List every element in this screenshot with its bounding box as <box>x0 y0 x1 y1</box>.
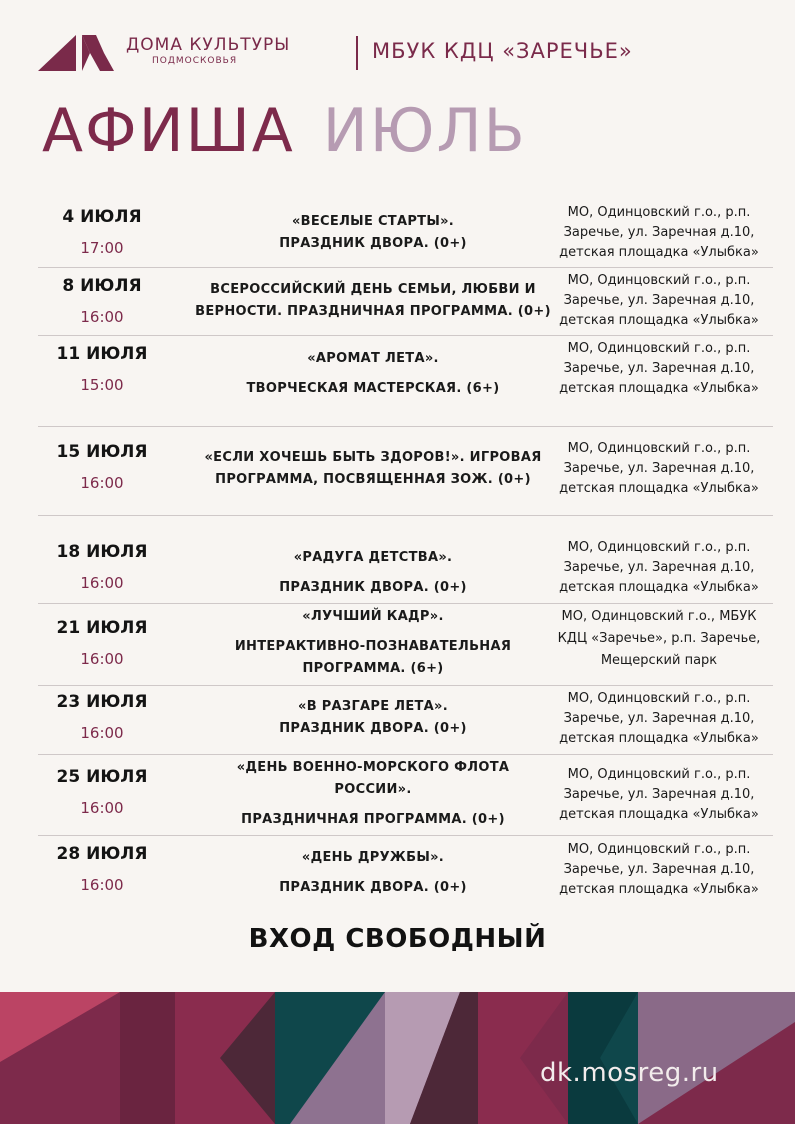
event-title: РОССИИ». <box>334 782 412 797</box>
page-title <box>42 96 527 166</box>
event-date: 11 ИЮЛЯ <box>56 344 148 364</box>
event-subtitle: ПРАЗДНИЧНАЯ ПРОГРАММА. (0+) <box>241 812 505 827</box>
event-row <box>38 836 773 906</box>
free-entry-note: ВХОД СВОБОДНЫЙ <box>248 924 547 954</box>
event-subtitle: ВЕРНОСТИ. ПРАЗДНИЧНАЯ ПРОГРАММА. (0+) <box>195 304 551 319</box>
event-date: 8 ИЮЛЯ <box>62 276 142 296</box>
event-place-line: детская площадка «Улыбка» <box>559 313 759 328</box>
event-row <box>38 427 773 516</box>
event-place-line: детская площадка «Улыбка» <box>559 731 759 746</box>
event-place-line: КДЦ «Заречье», р.п. Заречье, <box>557 631 761 646</box>
event-subtitle: ПРАЗДНИК ДВОРА. (0+) <box>279 580 467 595</box>
event-place-line: детская площадка «Улыбка» <box>559 807 759 822</box>
logo-icon <box>38 35 114 71</box>
event-time: 17:00 <box>80 239 124 257</box>
brand-name: ДОМА КУЛЬТУРЫ <box>126 35 291 55</box>
event-place-line: Мещерский парк <box>600 653 718 668</box>
event-subtitle: ПРАЗДНИК ДВОРА. (0+) <box>279 236 467 251</box>
event-title: «В РАЗГАРЕ ЛЕТА». <box>298 699 448 714</box>
event-subtitle: ТВОРЧЕСКАЯ МАСТЕРСКАЯ. (6+) <box>246 381 500 396</box>
event-row <box>38 755 773 836</box>
event-subtitle: ПРАЗДНИК ДВОРА. (0+) <box>279 721 467 736</box>
organization-name: МБУК КДЦ «ЗАРЕЧЬЕ» <box>372 39 633 63</box>
event-place-line: МО, Одинцовский г.о., МБУК <box>561 609 757 624</box>
event-time: 16:00 <box>80 799 124 817</box>
event-title: «ДЕНЬ ВОЕННО-МОРСКОГО ФЛОТА <box>236 760 510 775</box>
event-time: 16:00 <box>80 308 124 326</box>
brand <box>126 35 290 67</box>
event-place-line: детская площадка «Улыбка» <box>559 381 759 396</box>
event-place-line: детская площадка «Улыбка» <box>559 245 759 260</box>
events-list <box>38 200 773 906</box>
event-title: «ЛУЧШИЙ КАДР». <box>302 609 444 624</box>
event-place-line: МО, Одинцовский г.о., р.п. <box>567 767 751 782</box>
event-place-line: детская площадка «Улыбка» <box>559 481 759 496</box>
event-subtitle: ИНТЕРАКТИВНО-ПОЗНАВАТЕЛЬНАЯ <box>234 639 512 654</box>
event-row <box>38 686 773 755</box>
event-place-line: Заречье, ул. Заречная д.10, <box>563 293 755 308</box>
event-title: «ВЕСЕЛЫЕ СТАРТЫ». <box>291 214 455 229</box>
header <box>38 32 758 72</box>
event-place-line: Заречье, ул. Заречная д.10, <box>563 361 755 376</box>
event-place-line: МО, Одинцовский г.о., р.п. <box>567 341 751 356</box>
title-month: ИЮЛЬ <box>322 96 527 166</box>
event-place-line: МО, Одинцовский г.о., р.п. <box>567 540 751 555</box>
event-time: 16:00 <box>80 876 124 894</box>
event-time: 16:00 <box>80 724 124 742</box>
event-row <box>38 516 773 604</box>
event-date: 18 ИЮЛЯ <box>56 542 148 562</box>
event-date: 23 ИЮЛЯ <box>56 692 148 712</box>
event-place-line: Заречье, ул. Заречная д.10, <box>563 711 755 726</box>
event-subtitle: ПРОГРАММА. (6+) <box>302 661 444 676</box>
event-place-line: Заречье, ул. Заречная д.10, <box>563 560 755 575</box>
event-place-line: МО, Одинцовский г.о., р.п. <box>567 441 751 456</box>
event-title: «ДЕНЬ ДРУЖБЫ». <box>301 850 445 865</box>
event-date: 25 ИЮЛЯ <box>56 767 148 787</box>
event-place-line: МО, Одинцовский г.о., р.п. <box>567 273 751 288</box>
event-title: «ЕСЛИ ХОЧЕШЬ БЫТЬ ЗДОРОВ!». ИГРОВАЯ <box>204 450 542 465</box>
event-time: 16:00 <box>80 574 124 592</box>
event-subtitle: ПРАЗДНИК ДВОРА. (0+) <box>279 880 467 895</box>
event-date: 4 ИЮЛЯ <box>62 207 142 227</box>
event-date: 21 ИЮЛЯ <box>56 618 148 638</box>
event-place-line: МО, Одинцовский г.о., р.п. <box>567 691 751 706</box>
event-place-line: Заречье, ул. Заречная д.10, <box>563 225 755 240</box>
event-date: 15 ИЮЛЯ <box>56 442 148 462</box>
title-word: АФИША <box>42 96 295 166</box>
event-time: 15:00 <box>80 376 124 394</box>
event-place-line: Заречье, ул. Заречная д.10, <box>563 787 755 802</box>
event-place-line: МО, Одинцовский г.о., р.п. <box>567 842 751 857</box>
event-time: 16:00 <box>80 474 124 492</box>
event-place-line: МО, Одинцовский г.о., р.п. <box>567 205 751 220</box>
event-row <box>38 336 773 427</box>
website-link[interactable]: dk.mosreg.ru <box>540 1058 719 1088</box>
event-title: ВСЕРОССИЙСКИЙ ДЕНЬ СЕМЬИ, ЛЮБВИ И <box>210 282 536 297</box>
header-divider <box>356 36 358 70</box>
event-row <box>38 200 773 268</box>
event-place-line: Заречье, ул. Заречная д.10, <box>563 862 755 877</box>
event-place-line: детская площадка «Улыбка» <box>559 882 759 897</box>
event-place-line: Заречье, ул. Заречная д.10, <box>563 461 755 476</box>
event-title: «АРОМАТ ЛЕТА». <box>307 351 439 366</box>
event-title: «РАДУГА ДЕТСТВА». <box>293 550 453 565</box>
event-time: 16:00 <box>80 650 124 668</box>
event-date: 28 ИЮЛЯ <box>56 844 148 864</box>
event-place-line: детская площадка «Улыбка» <box>559 580 759 595</box>
event-row <box>38 268 773 336</box>
brand-subtitle: ПОДМОСКОВЬЯ <box>152 56 238 66</box>
event-row <box>38 604 773 686</box>
event-subtitle: ПРОГРАММА, ПОСВЯЩЕННАЯ ЗОЖ. (0+) <box>215 472 531 487</box>
